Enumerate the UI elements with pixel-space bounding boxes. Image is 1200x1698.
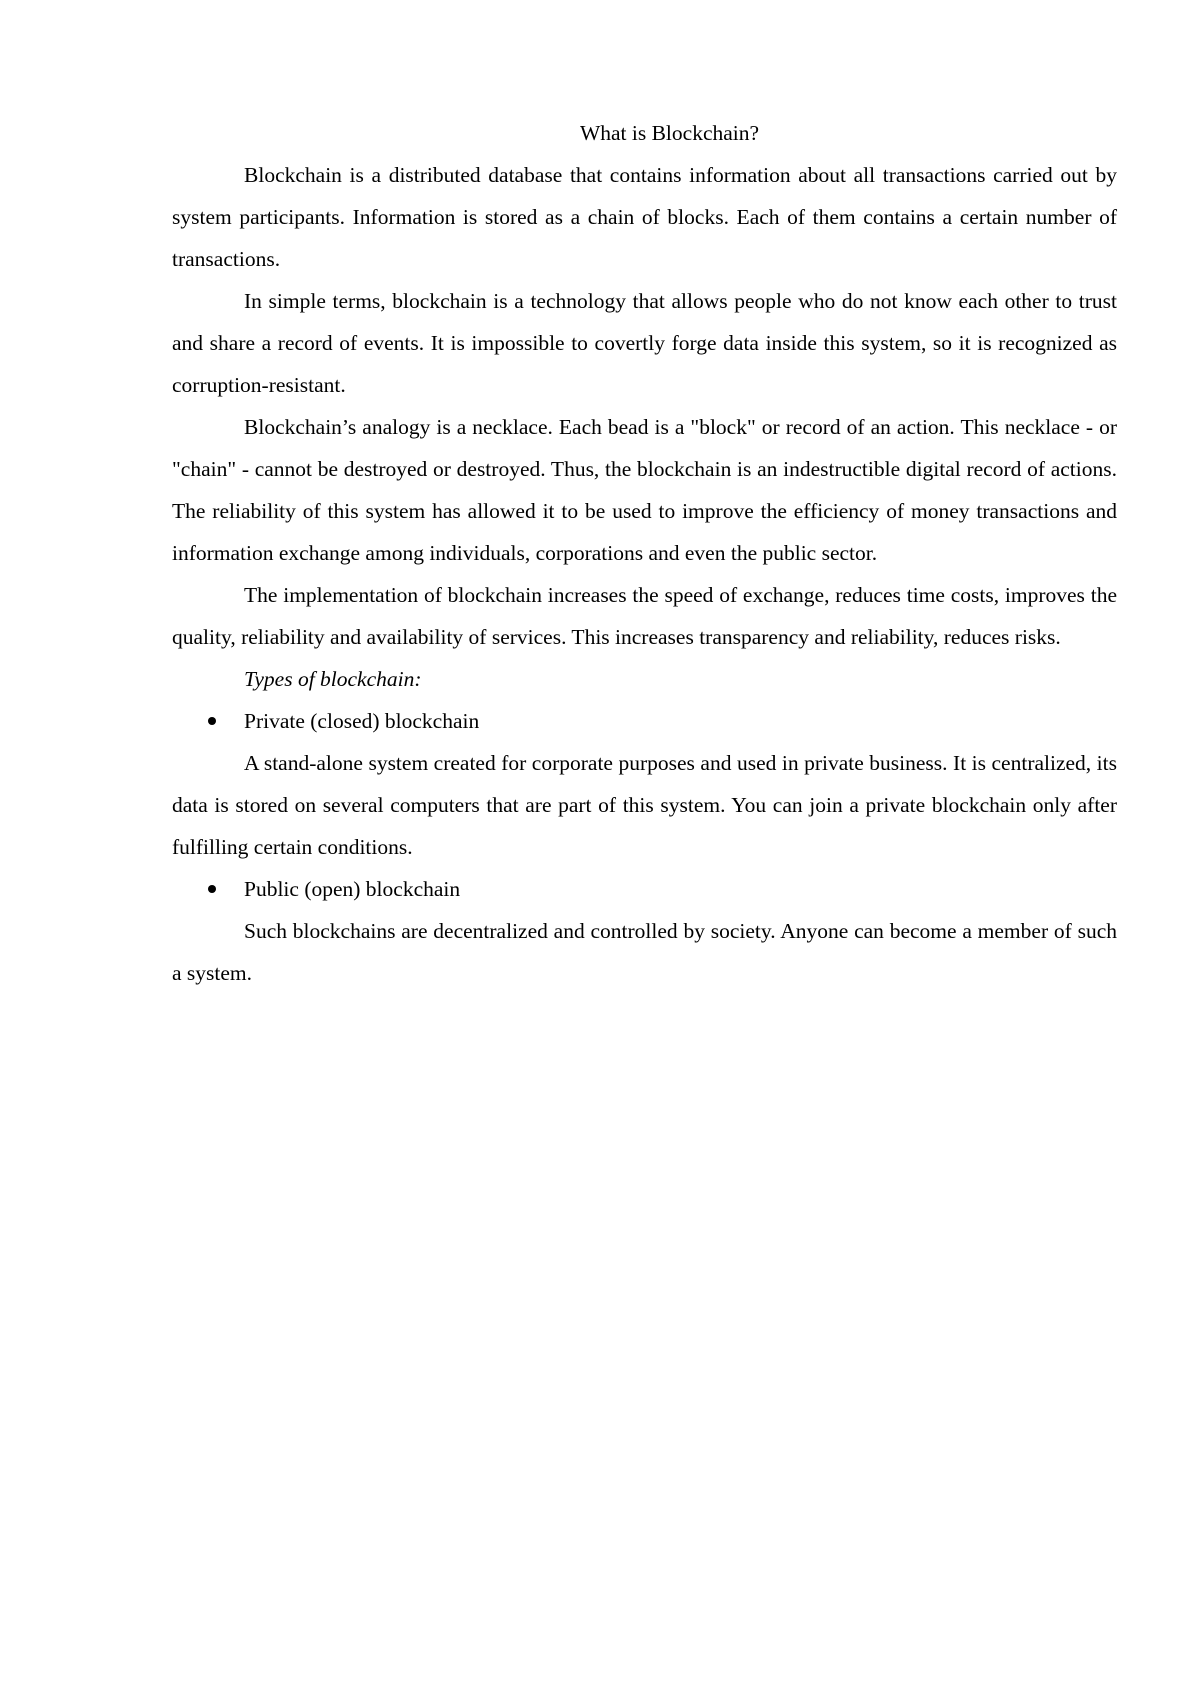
paragraph-analogy: Blockchain’s analogy is a necklace. Each bead is a "block" or record of an action. This necklace - or "chain" - cannot be destroyed or destroyed. Thus, the blockchain is an indestructible digital record of actions. The reliability of this system has allowed it to be used to improve the efficiency of money transactions and information exchange among individuals, corporations and even the public sector. — [172, 415, 1117, 565]
bullet-item-public — [172, 868, 1117, 910]
types-heading: Types of blockchain: — [244, 667, 422, 691]
bullet-label-private: Private (closed) blockchain — [244, 709, 480, 733]
paragraph-private-description: A stand-alone system created for corporate purposes and used in private business. It is centralized, its data is stored on several computers that are part of this system. You can join a private blockchain only after fulfilling certain conditions. — [172, 751, 1117, 859]
document-body — [172, 112, 1117, 994]
document-title: What is Blockchain? — [579, 121, 760, 145]
paragraph-public-description: Such blockchains are decentralized and controlled by society. Anyone can become a member of such a system. — [172, 919, 1117, 985]
bullet-icon — [208, 717, 216, 725]
paragraph-implementation: The implementation of blockchain increases the speed of exchange, reduces time costs, improves the quality, reliability and availability of services. This increases transparency and reliability, reduces risks. — [172, 583, 1117, 649]
paragraph-simple-terms: In simple terms, blockchain is a technology that allows people who do not know each other to trust and share a record of events. It is impossible to covertly forge data inside this system, so it is recognized as corruption-resistant. — [172, 289, 1117, 397]
paragraph-definition: Blockchain is a distributed database that contains information about all transactions carried out by system participants. Information is stored as a chain of blocks. Each of them contains a certain number of transactions. — [172, 163, 1117, 271]
bullet-item-private — [172, 700, 1117, 742]
bullet-label-public: Public (open) blockchain — [244, 877, 461, 901]
bullet-icon — [208, 885, 216, 893]
